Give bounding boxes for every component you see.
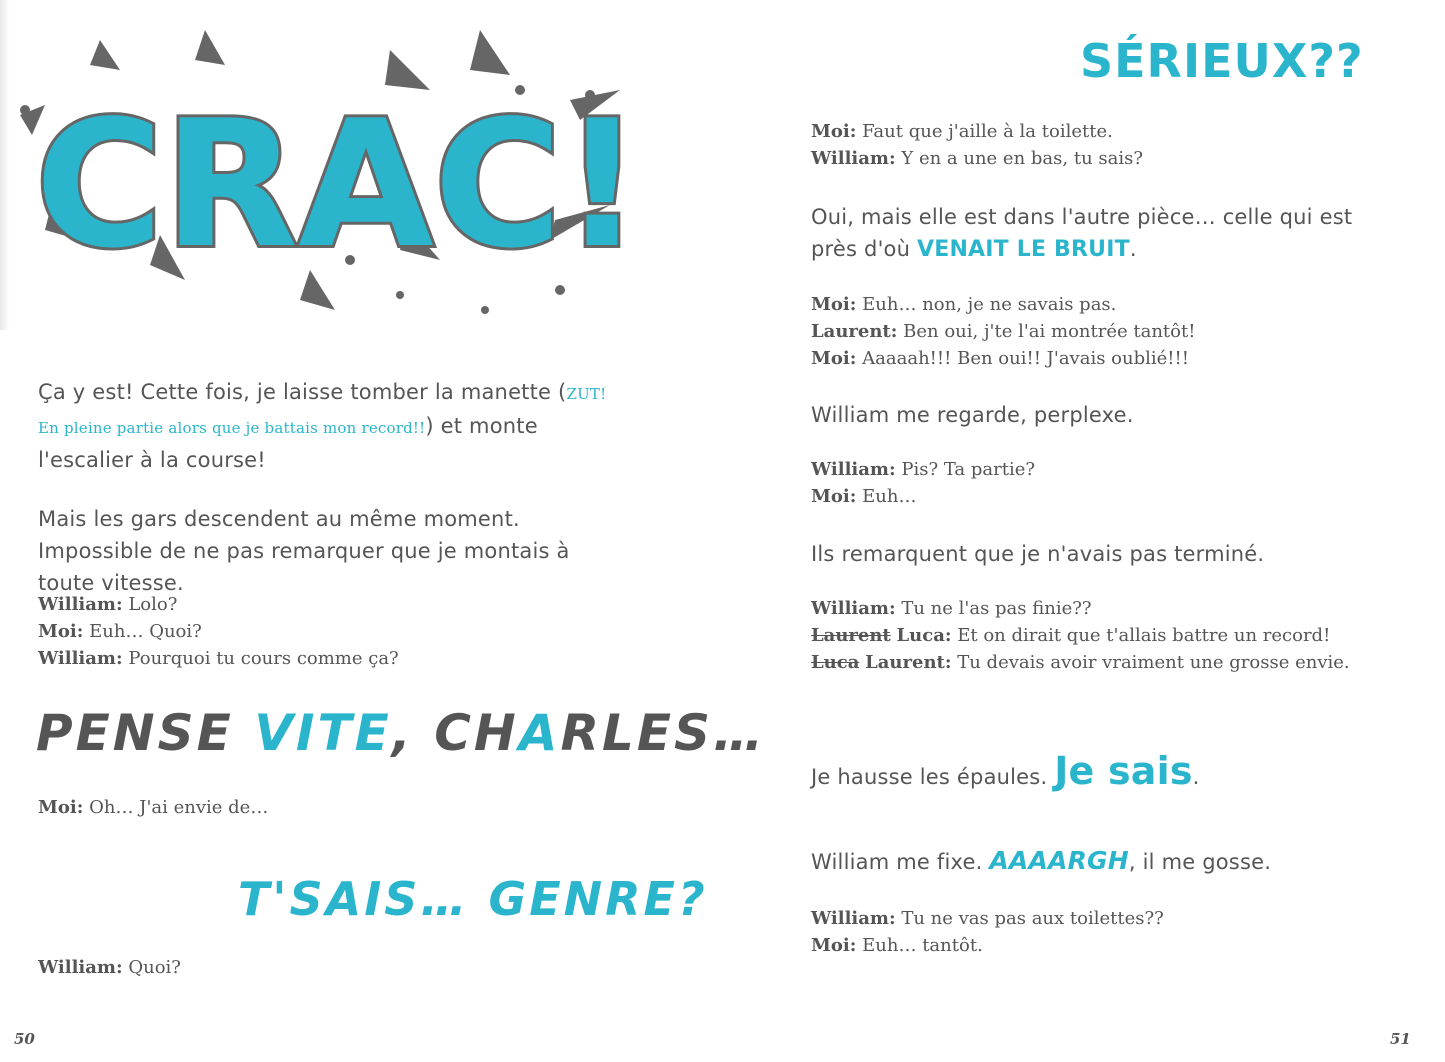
dialogue-line [811,318,1391,345]
narration-paragraph-r4 [811,749,1200,793]
narration-paragraph-1 [38,376,608,476]
line-text: Quoi? [128,957,181,978]
narration-paragraph-r5 [811,845,1271,878]
narration-text: Je hausse les épaules. [811,765,1055,789]
narration-text: Oui, mais elle est dans l'autre pièce… celle qui est près d'où [811,205,1353,261]
think-part: PENSE [36,704,255,762]
page-number-left: 50 [14,1030,35,1048]
think-fast-heading [36,704,766,762]
dialogue-block-r5 [811,905,1391,959]
line-text: Tu ne vas pas aux toilettes?? [901,908,1164,929]
dialogue-line [811,649,1381,676]
tsais-genre-heading: T'SAIS… GENRE? [238,872,708,926]
serieux-title: SÉRIEUX?? [1080,34,1364,88]
struck-speaker: Luca [811,652,860,673]
line-text: Oh… J'ai envie de… [89,797,269,818]
line-text: Y en a une en bas, tu sais? [901,148,1143,169]
dialogue-line [811,118,1391,145]
dialogue-line [38,591,608,618]
speaker: Moi: [811,121,857,142]
narration-paragraph-r3: Ils remarquent que je n'avais pas terminé. [811,542,1265,566]
speaker: William: [38,957,123,978]
narration-paragraph-2: Mais les gars descendent au même moment. Impossible de ne pas remarquer que je montais à toute vitesse. [38,507,570,595]
speaker: William: [811,459,896,480]
line-text: Pourquoi tu cours comme ça? [128,648,399,669]
narration-text: William me fixe. [811,850,990,874]
dialogue-block-3 [38,954,181,981]
line-text: Et on dirait que t'allais battre un record! [957,625,1331,646]
narration-text: Ça y est! Cette fois, je laisse tomber la manette ( [38,380,567,404]
dialogue-block-r3 [811,456,1391,510]
dialogue-line [811,291,1391,318]
line-text: Euh… Quoi? [89,621,202,642]
speaker: William: [811,148,896,169]
speaker: Moi: [811,486,857,507]
speaker: Laurent: [865,652,952,673]
line-text: Euh… [862,486,917,507]
line-text: Aaaaah!!! Ben oui!! J'avais oublié!!! [862,348,1189,369]
line-text: Faut que j'aille à la toilette. [862,121,1113,142]
line-text: Ben oui, j'te l'ai montrée tantôt! [903,321,1196,342]
dialogue-line [811,905,1391,932]
narration-text-end: . [1192,765,1200,789]
speaker: Moi: [38,621,84,642]
speaker: Moi: [811,348,857,369]
dialogue-line [811,345,1391,372]
speaker: William: [811,598,896,619]
dialogue-block-r1 [811,118,1391,172]
emphasis-text: VENAIT LE BRUIT [916,237,1130,262]
line-text: Pis? Ta partie? [901,459,1036,480]
dialogue-block-1 [38,591,608,672]
speaker: William: [811,908,896,929]
narration-paragraph-r1 [811,201,1371,266]
struck-speaker: Laurent [811,625,891,646]
narration-text-end: ) et monte l'escalier à la course! [38,414,538,472]
dialogue-block-r4 [811,595,1381,676]
speaker: Moi: [38,797,84,818]
dialogue-line [811,622,1381,649]
dialogue-block-r2 [811,291,1391,372]
narration-text-end: , il me gosse. [1128,850,1272,874]
line-text: Tu ne l'as pas finie?? [901,598,1092,619]
crac-title-text: CRAC! [35,84,630,287]
page-number-right: 51 [1390,1030,1411,1048]
think-part: , CH [391,704,519,762]
think-part: RLES… [560,704,766,762]
line-text: Euh… tantôt. [862,935,983,956]
dialogue-line [811,145,1391,172]
dialogue-line [811,456,1391,483]
aside-accent-text: ZUT! En pleine partie alors que je battais mon record!! [38,385,607,437]
line-text: Euh… non, je ne savais pas. [862,294,1117,315]
think-accent: VITE [254,704,392,762]
page-edge-shadow [0,0,10,330]
speaker: Laurent: [811,321,898,342]
speaker: William: [38,648,123,669]
dialogue-line [38,618,608,645]
dialogue-line [811,595,1381,622]
emphasis-text: AAAARGH [989,846,1129,875]
line-text: Lolo? [128,594,178,615]
think-accent: A [518,704,561,762]
speaker: Moi: [811,294,857,315]
narration-text-end: . [1129,237,1137,261]
right-page [722,0,1445,1062]
dialogue-block-2 [38,794,268,821]
dialogue-line [811,483,1391,510]
speaker: Moi: [811,935,857,956]
dialogue-line [811,932,1391,959]
crac-title-graphic [10,10,630,330]
crac-splatter-art [10,10,630,330]
narration-paragraph-r2: William me regarde, perplexe. [811,403,1134,427]
speaker: Luca: [896,625,952,646]
line-text: Tu devais avoir vraiment une grosse envie. [957,652,1350,673]
dialogue-line [38,645,608,672]
emphasis-text: Je sais [1054,749,1193,793]
speaker: William: [38,594,123,615]
